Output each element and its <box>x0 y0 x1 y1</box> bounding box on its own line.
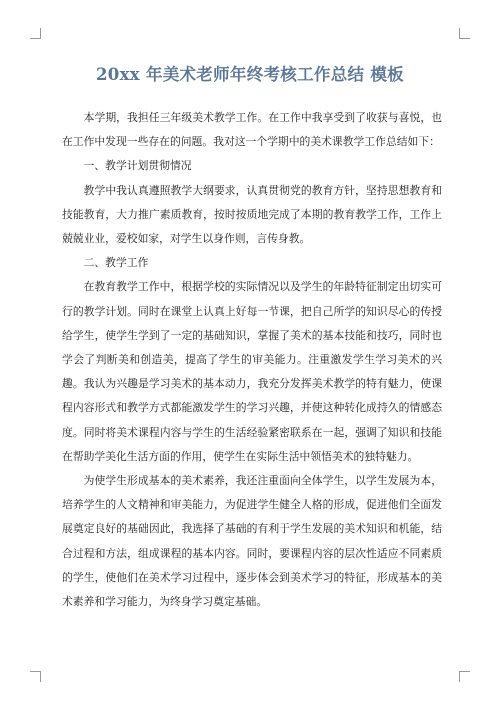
intro-paragraph: 本学期，我担任三年级美术教学工作。在工作中我享受到了收获与喜悦，也在工作中发现一些存在的问题。我对这一个学期中的美术课教学工作总结如下： <box>62 111 442 149</box>
document-body <box>62 106 442 614</box>
section-heading-teaching-plan: 一、教学计划贯彻情况 <box>83 159 192 173</box>
document-title: 20xx 年美术老师年终考核工作总结 模板 <box>96 65 404 84</box>
crop-mark-bottom-left <box>30 671 41 682</box>
teaching-plan-paragraph: 教学中我认真遵照教学大纲要求，认真贯彻党的教育方针，坚持思想教育和技能教育，大力推广素质教育，按时按质地完成了本期的教育教学工作，工作上兢兢业业，爱校如家，对学生以身作则，言传身教。 <box>62 183 442 246</box>
crop-mark-bottom-right <box>459 671 470 682</box>
crop-mark-top-right <box>459 28 470 39</box>
crop-mark-top-left <box>30 28 41 39</box>
teaching-work-paragraph: 在教育教学工作中，根据学校的实际情况以及学生的年龄特征制定出切实可行的教学计划。同时在课堂上认真上好每一节课，把自己所学的知识尽心的传授给学生，使学生学到了一定的基础知识，掌握了美术的基本技能和技巧，同时也学会了判断美和创造美，提高了学生的审美能力。注重激发学生学习美术的兴趣。我认为兴趣是学习美术的基本动力，我充分发挥美术教学的特有魅力，使课程内容形式和教学方式都能激发学生的学习兴趣，并使这种转化成持久的情感态度。同时将美术课程内容与学生的生活经验紧密联系在一起，强调了知识和技能在帮助学美化生活方面的作用，使学生在实际生活中领悟美术的独特魅力。 <box>62 280 442 463</box>
section-heading-teaching-work: 二、教学工作 <box>83 256 149 270</box>
art-literacy-paragraph: 为使学生形成基本的美术素养，我还注重面向全体学生，以学生发展为本，培养学生的人文精神和审美能力，为促进学生健全人格的形成，促进他们全面发展奠定良好的基础因此，我选择了基础的有利于学生发展的美术知识和机能，结合过程和方法，组成课程的基本内容。同时，要课程内容的层次性适应不同素质的学生，使他们在美术学习过程中，逐步体会到美术学习的特征，形成基本的美术素养和学习能力，为终身学习奠定基础。 <box>62 474 442 609</box>
